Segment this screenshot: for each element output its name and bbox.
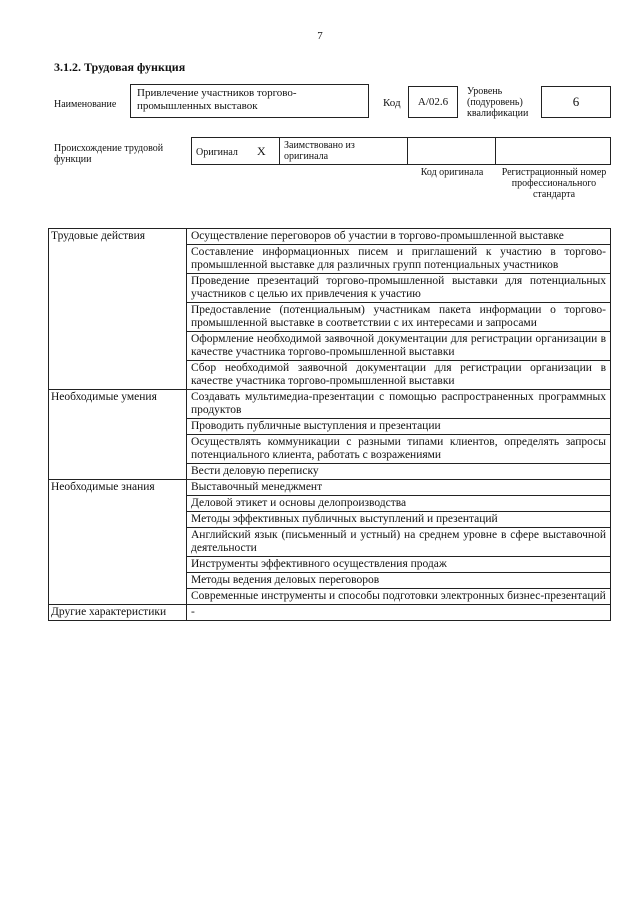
borrowed-label: Заимствовано из оригинала bbox=[284, 140, 355, 162]
section-item: Создавать мультимедиа-презентации с помощью распространенных программных продуктов bbox=[187, 390, 611, 419]
table-row bbox=[49, 229, 611, 245]
code-value: А/02.6 bbox=[408, 86, 458, 118]
section-label: Необходимые умения bbox=[49, 390, 187, 480]
original-mark: Х bbox=[257, 144, 266, 158]
section-label: Необходимые знания bbox=[49, 480, 187, 605]
code-label: Код bbox=[383, 97, 401, 109]
section-item: Составление информационных писем и приглашений к участию в торгово-промышленной выставке для различных групп потенциальных участников bbox=[187, 245, 611, 274]
function-table bbox=[48, 228, 611, 621]
section-item: Выставочный менеджмент bbox=[187, 480, 611, 496]
origin-grid bbox=[191, 137, 611, 165]
name-label: Наименование bbox=[54, 99, 117, 110]
section-title: 3.1.2. Трудовая функция bbox=[54, 60, 186, 74]
original-label: Оригинал bbox=[196, 147, 238, 158]
section-item: Оформление необходимой заявочной документации для регистрации организации в качестве участника торгово-промышленной выставки bbox=[187, 332, 611, 361]
divider bbox=[495, 137, 496, 165]
section-item: - bbox=[187, 605, 611, 621]
section-item: Осуществлять коммуникации с разными типами клиентов, определять запросы потенциального клиента, работать с возражениями bbox=[187, 435, 611, 464]
section-item: Проведение презентаций торгово-промышленной выставки для потенциальных участников с целью их привлечения к участию bbox=[187, 274, 611, 303]
level-label: Уровень (подуровень) квалификации bbox=[467, 86, 529, 119]
section-item: Современные инструменты и способы подготовки электронных бизнес-презентаций bbox=[187, 589, 611, 605]
section-label: Трудовые действия bbox=[49, 229, 187, 390]
page-number: 7 bbox=[317, 30, 323, 42]
divider bbox=[407, 137, 408, 165]
section-item: Инструменты эффективного осуществления продаж bbox=[187, 557, 611, 573]
code-original-caption: Код оригинала bbox=[420, 167, 484, 178]
section-item: Английский язык (письменный и устный) на среднем уровне в сфере выставочной деятельности bbox=[187, 528, 611, 557]
divider bbox=[279, 137, 280, 165]
section-item: Методы ведения деловых переговоров bbox=[187, 573, 611, 589]
section-item: Предоставление (потенциальным) участникам пакета информации о торгово-промышленной выставке в соответствии с их интересами и запросами bbox=[187, 303, 611, 332]
reg-number-caption: Регистрационный номер профессионального стандарта bbox=[501, 167, 607, 200]
section-item: Проводить публичные выступления и презентации bbox=[187, 419, 611, 435]
table-row bbox=[49, 605, 611, 621]
name-value: Привлечение участников торгово-промышленных выставок bbox=[130, 84, 369, 118]
section-item: Вести деловую переписку bbox=[187, 464, 611, 480]
section-label: Другие характеристики bbox=[49, 605, 187, 621]
section-item: Методы эффективных публичных выступлений и презентаций bbox=[187, 512, 611, 528]
table-row bbox=[49, 480, 611, 496]
origin-label: Происхождение трудовой функции bbox=[54, 143, 164, 165]
level-value: 6 bbox=[541, 86, 611, 118]
section-item: Сбор необходимой заявочной документации для регистрации организации в качестве участника торгово-промышленной выставки bbox=[187, 361, 611, 390]
section-item: Осуществление переговоров об участии в торгово-промышленной выставке bbox=[187, 229, 611, 245]
section-item: Деловой этикет и основы делопроизводства bbox=[187, 496, 611, 512]
table-row bbox=[49, 390, 611, 419]
